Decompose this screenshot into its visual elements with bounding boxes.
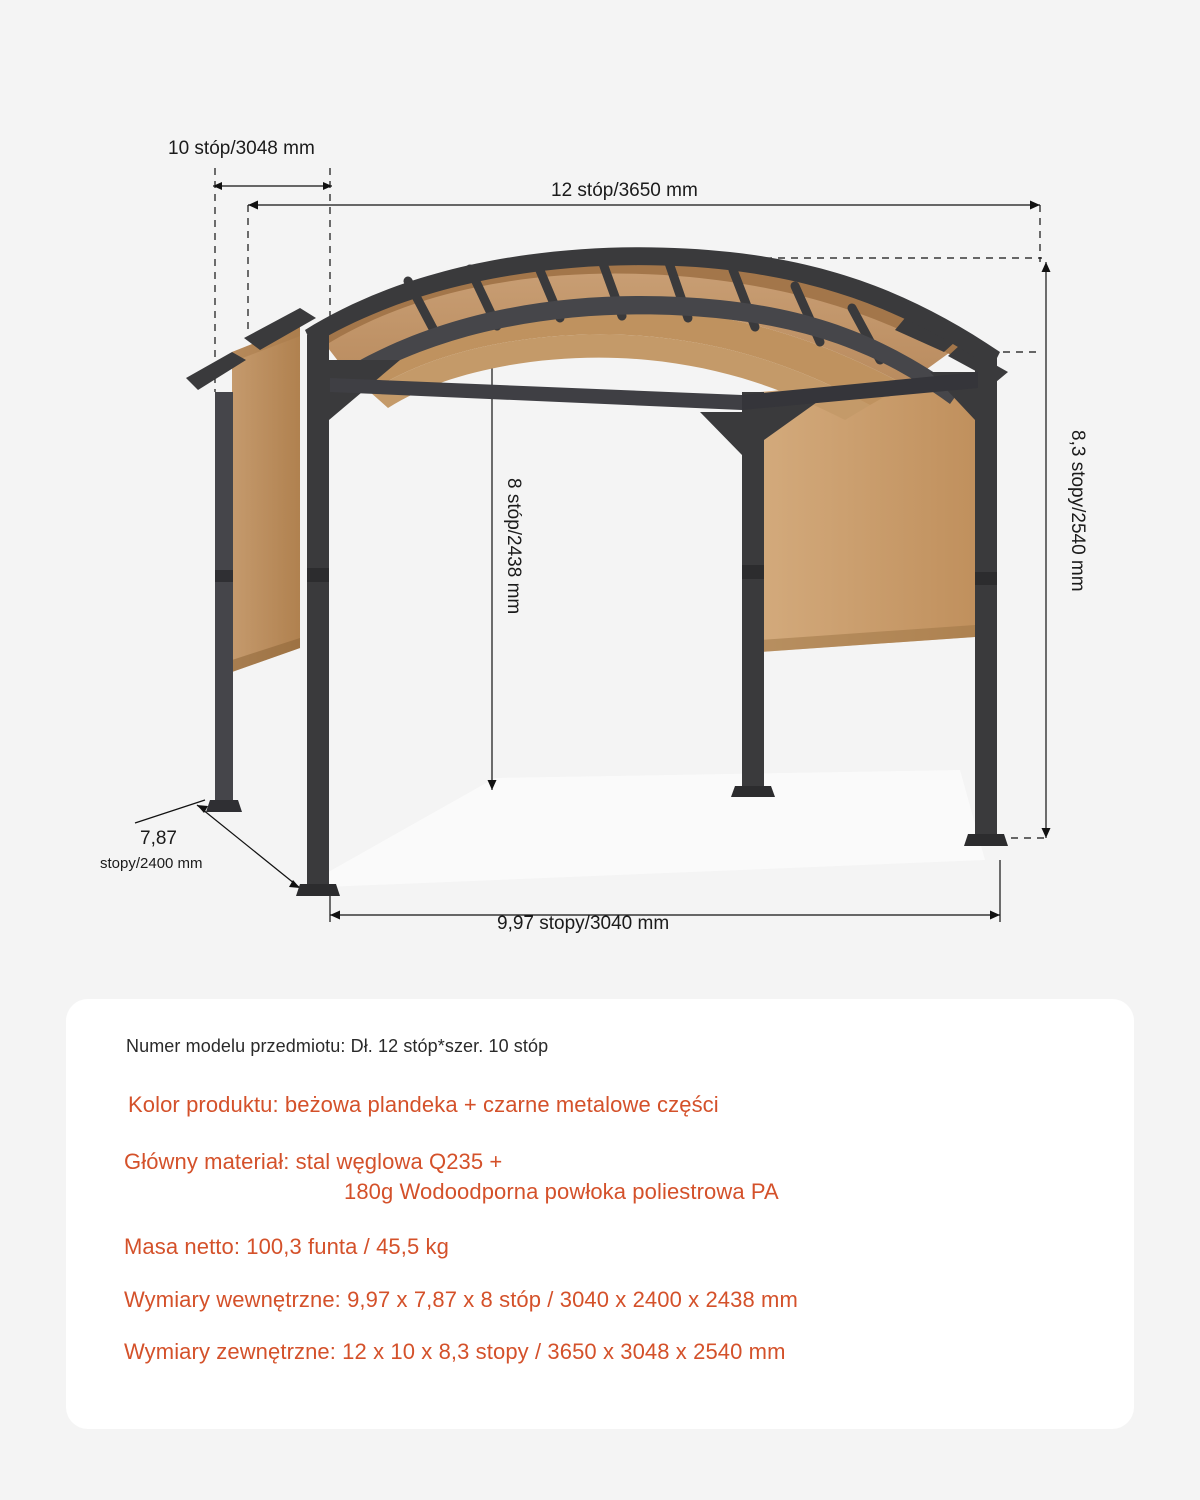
dimension-label-outer-width-10ft: 10 stóp/3048 mm (168, 138, 315, 159)
spec-main-material: Główny materiał: stal węglowa Q235 + (124, 1149, 503, 1174)
floor-plane (300, 770, 990, 910)
post-front-left (296, 335, 340, 896)
dimension-label-inner-depth-unit: stopy/2400 mm (100, 855, 203, 872)
spec-inner-dimensions: Wymiary wewnętrzne: 9,97 x 7,87 x 8 stóp / 3040 x 2400 x 2438 mm (124, 1287, 798, 1312)
spec-product-color: Kolor produktu: beżowa plandeka + czarne metalowe części (128, 1092, 719, 1117)
dimension-label-outer-length-12ft: 12 stóp/3650 mm (551, 180, 698, 201)
spec-main-material-continued: 180g Wodoodporna powłoka poliestrowa PA (344, 1179, 779, 1204)
spec-outer-dimensions: Wymiary zewnętrzne: 12 x 10 x 8,3 stopy / 3650 x 3048 x 2540 mm (124, 1339, 786, 1364)
spec-model-number: Numer modelu przedmiotu: Dł. 12 stóp*szer. 10 stóp (126, 1036, 549, 1056)
left-curtain-panel (232, 325, 300, 672)
specification-card (66, 999, 1134, 1429)
dimension-label-inner-width: 9,97 stopy/3040 mm (497, 913, 670, 934)
dimension-label-inner-depth-value: 7,87 (140, 828, 177, 849)
spec-net-weight: Masa netto: 100,3 funta / 45,5 kg (124, 1234, 449, 1259)
dimension-label-outer-height: 8,3 stopy/2540 mm (1067, 430, 1088, 592)
dimension-label-inner-height: 8 stóp/2438 mm (503, 478, 524, 615)
